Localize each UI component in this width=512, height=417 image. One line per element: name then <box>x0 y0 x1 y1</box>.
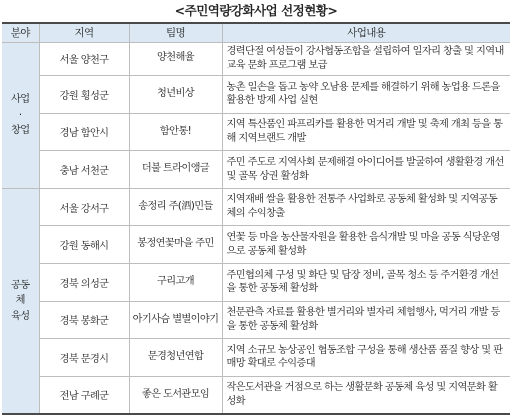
table-row <box>2 301 510 339</box>
region-cell: 강원 동해시 <box>39 226 129 264</box>
description-cell: 지역재배 쌀을 활용한 전통주 사업화로 공동체 활성화 및 지역공동체의 수익창출 <box>222 188 510 226</box>
table-header-row <box>2 23 510 42</box>
description-cell: 천문관측 자료를 활용한 별거리와 별자리 체험행사, 먹거리 개발 등을 통한 공동체 활성화 <box>222 301 510 339</box>
header-content: 사업내용 <box>222 23 510 42</box>
team-cell: 봉정연꽃마을 주민 <box>129 226 222 264</box>
table-row <box>2 42 510 76</box>
header-region: 지역 <box>39 23 129 42</box>
category-community <box>2 188 39 414</box>
description-cell: 농촌 일손을 돕고 농약 오남용 문제를 해결하기 위해 농업용 드론을 활용한 방제 사업 실현 <box>222 76 510 114</box>
category-label: 육성 <box>11 310 30 322</box>
description-cell: 연꽃 등 마을 농산물자원을 활용한 음식개발 및 마을 공동 식당운영으로 공동체 활성화 <box>222 226 510 264</box>
description-cell: 작은도서관을 거점으로 하는 생활문화 공동체 육성 및 지역문화 활성화 <box>222 376 510 414</box>
project-table <box>2 22 510 415</box>
team-cell: 아기사슴 별별이야기 <box>129 301 222 339</box>
category-label: 창업 <box>11 124 30 136</box>
team-cell: 송정리 주(酒)민들 <box>129 188 222 226</box>
region-cell: 전남 구례군 <box>39 376 129 414</box>
team-cell: 더불 트라이앵글 <box>129 151 222 189</box>
region-cell: 경남 함안시 <box>39 113 129 151</box>
category-label: 공동 <box>11 279 30 291</box>
team-cell: 구리고개 <box>129 264 222 302</box>
category-label: 체 <box>15 295 25 307</box>
team-cell: 청년비상 <box>129 76 222 114</box>
table-row <box>2 264 510 302</box>
region-cell: 경북 봉화군 <box>39 301 129 339</box>
table-row <box>2 226 510 264</box>
region-cell: 서울 강서구 <box>39 188 129 226</box>
table-row <box>2 188 510 226</box>
table-row <box>2 339 510 377</box>
region-cell: 경북 의성군 <box>39 264 129 302</box>
region-cell: 강원 횡성군 <box>39 76 129 114</box>
table-row <box>2 76 510 114</box>
header-team: 팀명 <box>129 23 222 42</box>
team-cell: 함안통! <box>129 113 222 151</box>
team-cell: 양천해율 <box>129 42 222 76</box>
description-cell: 지역 특산품인 파프리카를 활용한 먹거리 개발 및 축제 개최 등을 통해 지역브랜드 개발 <box>222 113 510 151</box>
region-cell: 서울 양천구 <box>39 42 129 76</box>
team-cell: 좋은 도서관모임 <box>129 376 222 414</box>
description-cell: 주민협의체 구성 및 화단 및 담장 정비, 골목 청소 등 주거환경 개선을 통한 공동체 활성화 <box>222 264 510 302</box>
description-cell: 지역 소규모 농상공인 협동조합 구성을 통해 생산품 품질 향상 및 판매망 확대로 수익증대 <box>222 339 510 377</box>
category-startup <box>2 42 39 188</box>
category-label: · <box>18 109 22 121</box>
region-cell: 충남 서천군 <box>39 151 129 189</box>
description-cell: 주민 주도로 지역사회 문제해결 아이디어를 발굴하여 생활환경 개선 및 골목 상권 활성화 <box>222 151 510 189</box>
team-cell: 문경청년연합 <box>129 339 222 377</box>
table-row <box>2 376 510 414</box>
page-title: <주민역량강화사업 선정현황> <box>174 3 338 18</box>
table-row <box>2 113 510 151</box>
description-cell: 경력단절 여성들이 강사협동조합을 설립하여 일자리 창출 및 지역내 교육 문화 프로그램 보급 <box>222 42 510 76</box>
region-cell: 경북 문경시 <box>39 339 129 377</box>
category-label: 사업 <box>11 94 30 106</box>
table-row <box>2 151 510 189</box>
header-field: 분야 <box>2 23 39 42</box>
